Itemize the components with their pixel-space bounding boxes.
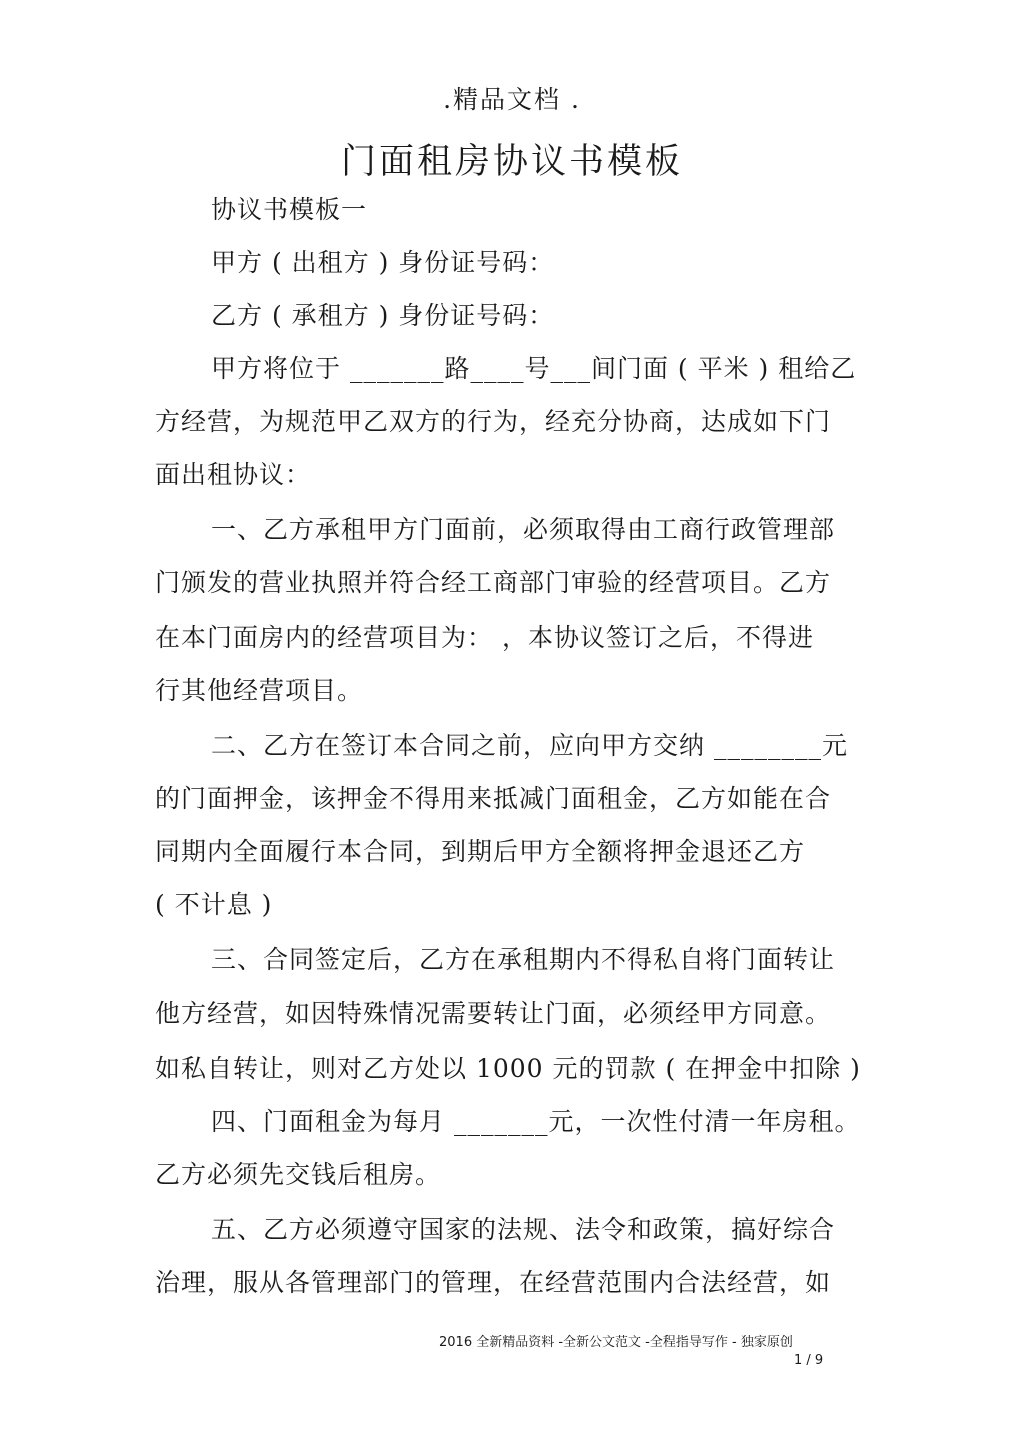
page-header: .精品文档 . — [443, 85, 581, 114]
page-number: 1 / 9 — [794, 1353, 824, 1368]
body-line: 在本门面房内的经营项目为： ，本协议签订之后，不得进 — [155, 623, 814, 652]
body-line: 二、乙方在签订本合同之前，应向甲方交纳 ________元 — [211, 731, 848, 760]
body-line: 甲方 ( 出租方 ) 身份证号码： — [211, 248, 555, 277]
body-line: 面出租协议： — [155, 460, 312, 489]
body-line: ( 不计息 ) — [155, 890, 273, 919]
body-line: 治理，服从各管理部门的管理，在经营范围内合法经营，如 — [155, 1268, 832, 1297]
body-line: 协议书模板一 — [211, 195, 368, 224]
body-line: 五、乙方必须遵守国家的法规、法令和政策，搞好综合 — [211, 1215, 836, 1244]
body-line: 四、门面租金为每月 _______元，一次性付清一年房租。 — [211, 1107, 861, 1136]
body-line: 同期内全面履行本合同，到期后甲方全额将押金退还乙方 — [155, 837, 806, 866]
body-line: 甲方将位于 _______路____号___间门面 ( 平米 ) 租给乙 — [211, 354, 857, 383]
body-line: 行其他经营项目。 — [155, 676, 364, 705]
body-line: 三、合同签定后，乙方在承租期内不得私自将门面转让 — [211, 945, 836, 974]
body-line: 如私自转让，则对乙方处以 1000 元的罚款 ( 在押金中扣除 ) — [155, 1054, 861, 1083]
body-line: 方经营，为规范甲乙双方的行为，经充分协商，达成如下门 — [155, 407, 832, 436]
page-footer: 2016 全新精品资料 -全新公文范文 -全程指导写作 - 独家原创 — [439, 1335, 793, 1350]
body-line: 乙方必须先交钱后租房。 — [155, 1160, 442, 1189]
body-line: 的门面押金，该押金不得用来抵减门面租金，乙方如能在合 — [155, 784, 832, 813]
body-line: 乙方 ( 承租方 ) 身份证号码： — [211, 301, 555, 330]
body-line: 他方经营，如因特殊情况需要转让门面，必须经甲方同意。 — [155, 999, 832, 1028]
body-line: 门颁发的营业执照并符合经工商部门审验的经营项目。乙方 — [155, 568, 832, 597]
document-title: 门面租房协议书模板 — [340, 142, 683, 182]
body-line: 一、乙方承租甲方门面前，必须取得由工商行政管理部 — [211, 515, 836, 544]
